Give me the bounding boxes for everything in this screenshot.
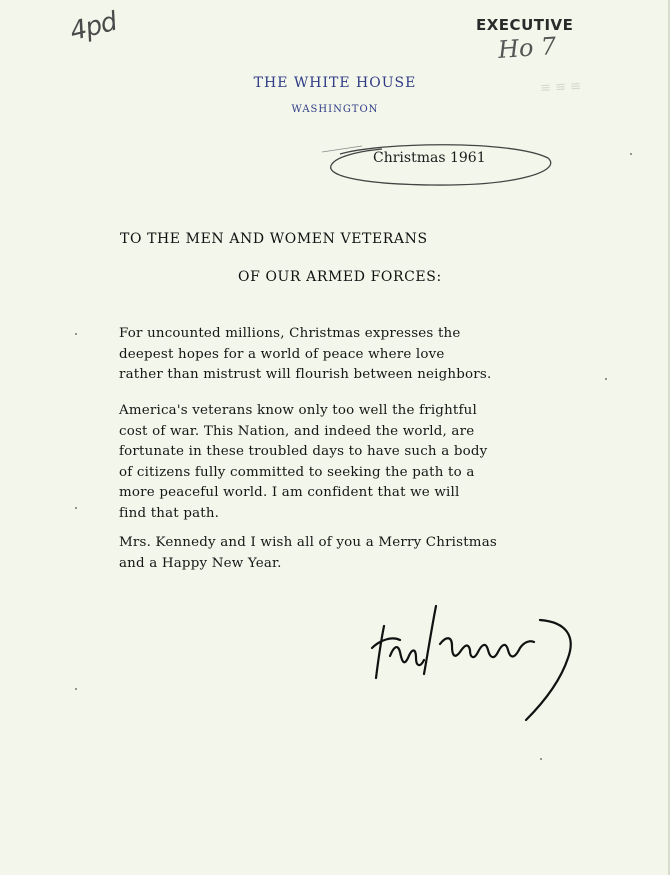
salutation-line-2: OF OUR ARMED FORCES: <box>238 269 442 285</box>
paragraph-2-line: cost of war. This Nation, and indeed the world, are <box>119 423 475 439</box>
paragraph-2-line: fortunate in these troubled days to have such a body <box>119 444 488 459</box>
paragraph-3-line: and a Happy New Year. <box>119 555 282 571</box>
executive-stamp: EXECUTIVE <box>476 16 574 34</box>
paragraph-2-line: of citizens fully committed to seeking the path to a <box>119 464 475 480</box>
salutation-line-1: TO THE MEN AND WOMEN VETERANS <box>120 231 428 247</box>
letterhead-location: WASHINGTON <box>291 104 379 115</box>
paragraph-2-line: find that path. <box>119 505 220 521</box>
paragraph-1-line: rather than mistrust will flourish between neighbors. <box>119 367 492 382</box>
letter-date: Christmas 1961 <box>373 150 486 166</box>
paper-speck <box>540 758 542 760</box>
handwritten-file-code: Ho 7 <box>497 32 558 64</box>
paragraph-2-line: more peaceful world. I am confident that we will <box>119 485 460 500</box>
paper-speck <box>75 507 77 509</box>
paragraph-2 <box>119 401 487 524</box>
paper-speck <box>630 153 632 155</box>
faint-pencil-mark: ≡ ≡ ≡ <box>539 78 582 97</box>
paper-speck <box>75 688 77 690</box>
handwritten-signature <box>370 596 580 726</box>
letterhead-title: THE WHITE HOUSE <box>253 75 417 91</box>
paragraph-2-line: America's veterans know only too well the frightful <box>119 403 477 418</box>
paper-speck <box>75 333 77 335</box>
paragraph-3 <box>119 533 497 574</box>
paper-speck <box>605 378 607 380</box>
paragraph-1 <box>119 324 491 386</box>
paragraph-1-line: For uncounted millions, Christmas expresses the <box>119 326 461 341</box>
paragraph-1-line: deepest hopes for a world of peace where love <box>119 346 445 362</box>
paragraph-3-line: Mrs. Kennedy and I wish all of you a Merry Christmas <box>119 535 497 550</box>
handwritten-file-note: 4pd <box>67 6 120 48</box>
